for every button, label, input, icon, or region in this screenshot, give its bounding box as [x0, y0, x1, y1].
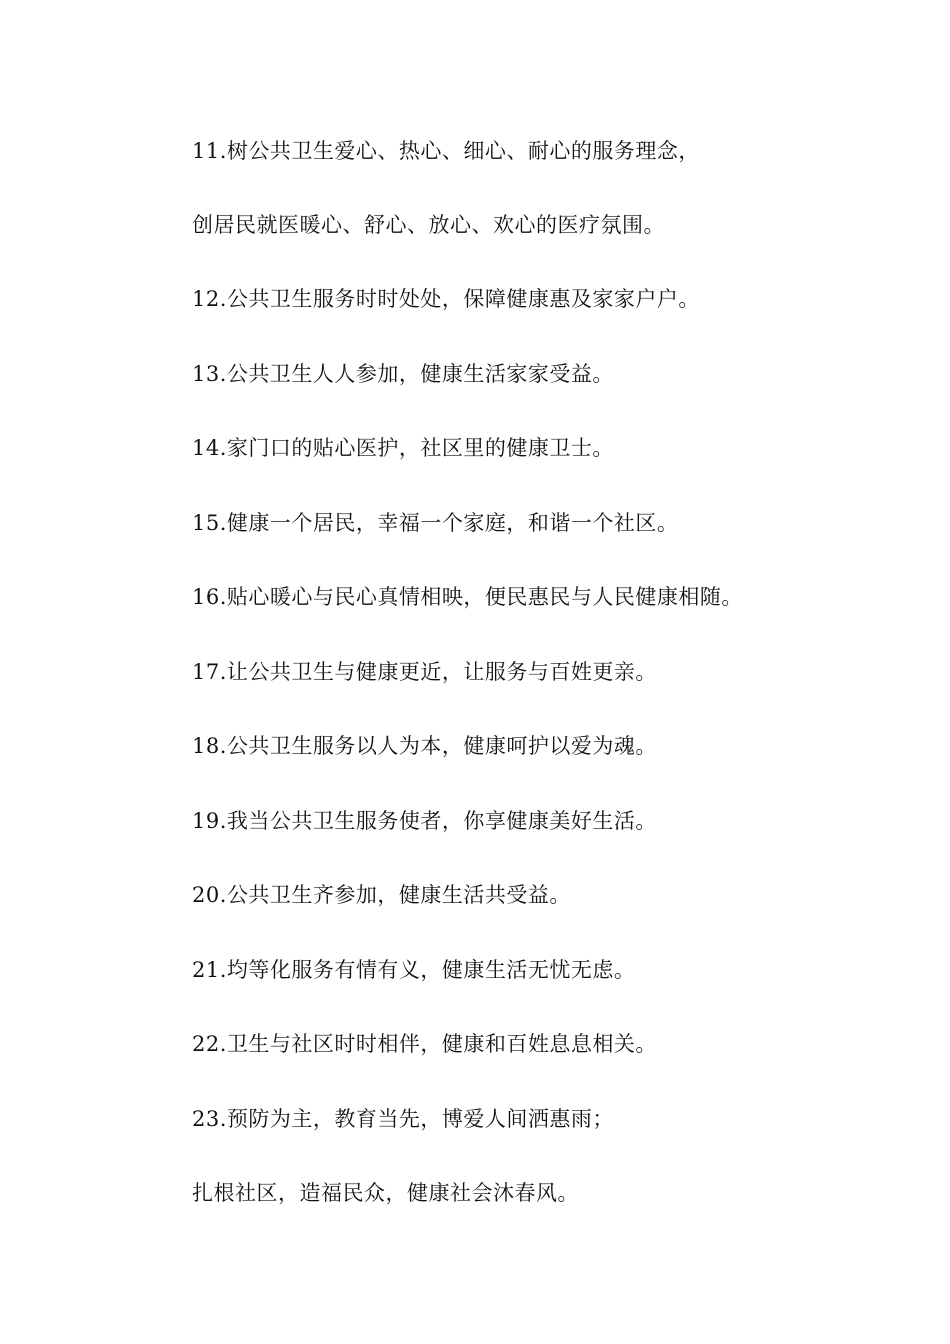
- slogan-line: 14.家门口的贴心医护，社区里的健康卫士。: [192, 436, 614, 460]
- slogan-line: 21.均等化服务有情有义，健康生活无忧无虑。: [192, 958, 636, 982]
- slogan-line: 11.树公共卫生爱心、热心、细心、耐心的服务理念，: [192, 139, 700, 163]
- slogan-line: 20.公共卫生齐参加，健康生活共受益。: [192, 883, 571, 907]
- slogan-line: 18.公共卫生服务以人为本，健康呵护以爱为魂。: [192, 734, 657, 758]
- slogan-line: 13.公共卫生人人参加，健康生活家家受益。: [192, 362, 614, 386]
- slogan-line: 23.预防为主，教育当先，博爱人间洒惠雨；: [192, 1107, 614, 1131]
- slogan-line: 15.健康一个居民，幸福一个家庭，和谐一个社区。: [192, 511, 679, 535]
- slogan-line: 12.公共卫生服务时时处处，保障健康惠及家家户户。: [192, 287, 700, 311]
- slogan-line: 22.卫生与社区时时相伴，健康和百姓息息相关。: [192, 1032, 657, 1056]
- slogan-line: 扎根社区，造福民众，健康社会沐春风。: [192, 1181, 579, 1205]
- slogan-line: 创居民就医暖心、舒心、放心、欢心的医疗氛围。: [192, 213, 665, 237]
- slogan-line: 19.我当公共卫生服务使者，你享健康美好生活。: [192, 809, 657, 833]
- slogan-line: 17.让公共卫生与健康更近，让服务与百姓更亲。: [192, 660, 657, 684]
- slogan-line: 16.贴心暖心与民心真情相映，便民惠民与人民健康相随。: [192, 585, 743, 609]
